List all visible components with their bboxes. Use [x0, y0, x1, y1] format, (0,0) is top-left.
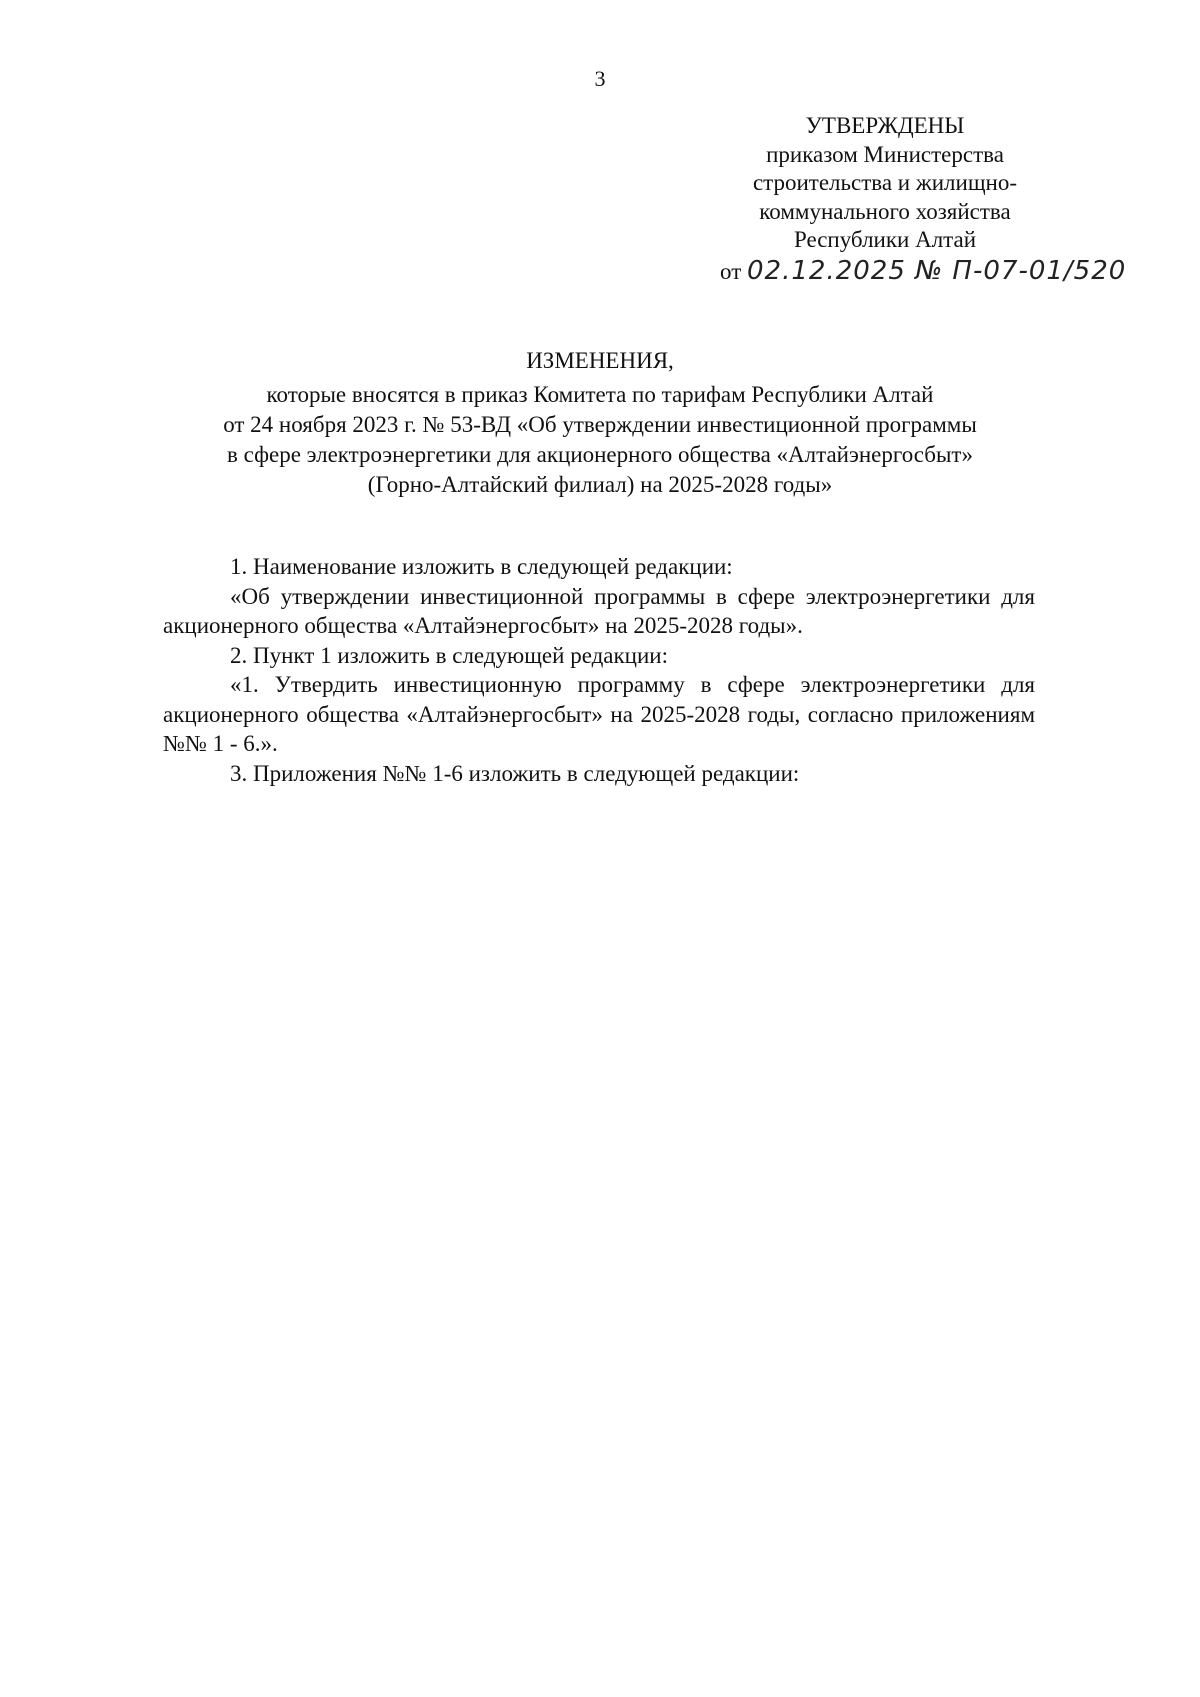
document-title: [0, 346, 1200, 500]
paragraph: «1. Утвердить инвестиционную программу в сфере электроэнергетики для акционерного общества «Алтайэнергосбыт» на 2025-2028 годы, согласно приложениям №№ 1 - 6.».: [163, 672, 1035, 756]
handwritten-date-number: 02.12.2025 № П-07-01/520: [747, 255, 1127, 286]
paragraph: 3. Приложения №№ 1-6 изложить в следующей редакции:: [230, 760, 800, 786]
title-line: которые вносятся в приказ Комитета по тарифам Республики Алтай: [266, 382, 934, 407]
paragraph: 1. Наименование изложить в следующей редакции:: [230, 554, 733, 579]
approval-line: строительства и жилищно-: [752, 170, 1018, 195]
approval-heading: УТВЕРЖДЕНЫ: [805, 113, 965, 138]
title-heading: ИЗМЕНЕНИЯ,: [526, 348, 674, 373]
approval-block: [720, 112, 1127, 286]
approval-line: коммунального хозяйства: [759, 198, 1011, 224]
page-number: 3: [594, 66, 606, 91]
date-prefix: от: [720, 258, 742, 284]
paragraph: «Об утверждении инвестиционной программы в сфере электроэнергетики для акционерного общества «Алтайэнергосбыт» на 2025-2028 годы».: [163, 583, 1035, 638]
approval-line: приказом Министерства: [766, 141, 1004, 167]
document-body: [163, 552, 1035, 788]
approval-line: Республики Алтай: [793, 227, 977, 252]
title-line: (Горно-Алтайский филиал) на 2025-2028 годы»: [367, 472, 833, 497]
title-line: от 24 ноября 2023 г. № 53-ВД «Об утверждении инвестиционной программы: [223, 412, 977, 437]
paragraph: 2. Пункт 1 изложить в следующей редакции:: [230, 642, 668, 668]
title-line: в сфере электроэнергетики для акционерного общества «Алтайэнергосбыт»: [227, 442, 973, 467]
